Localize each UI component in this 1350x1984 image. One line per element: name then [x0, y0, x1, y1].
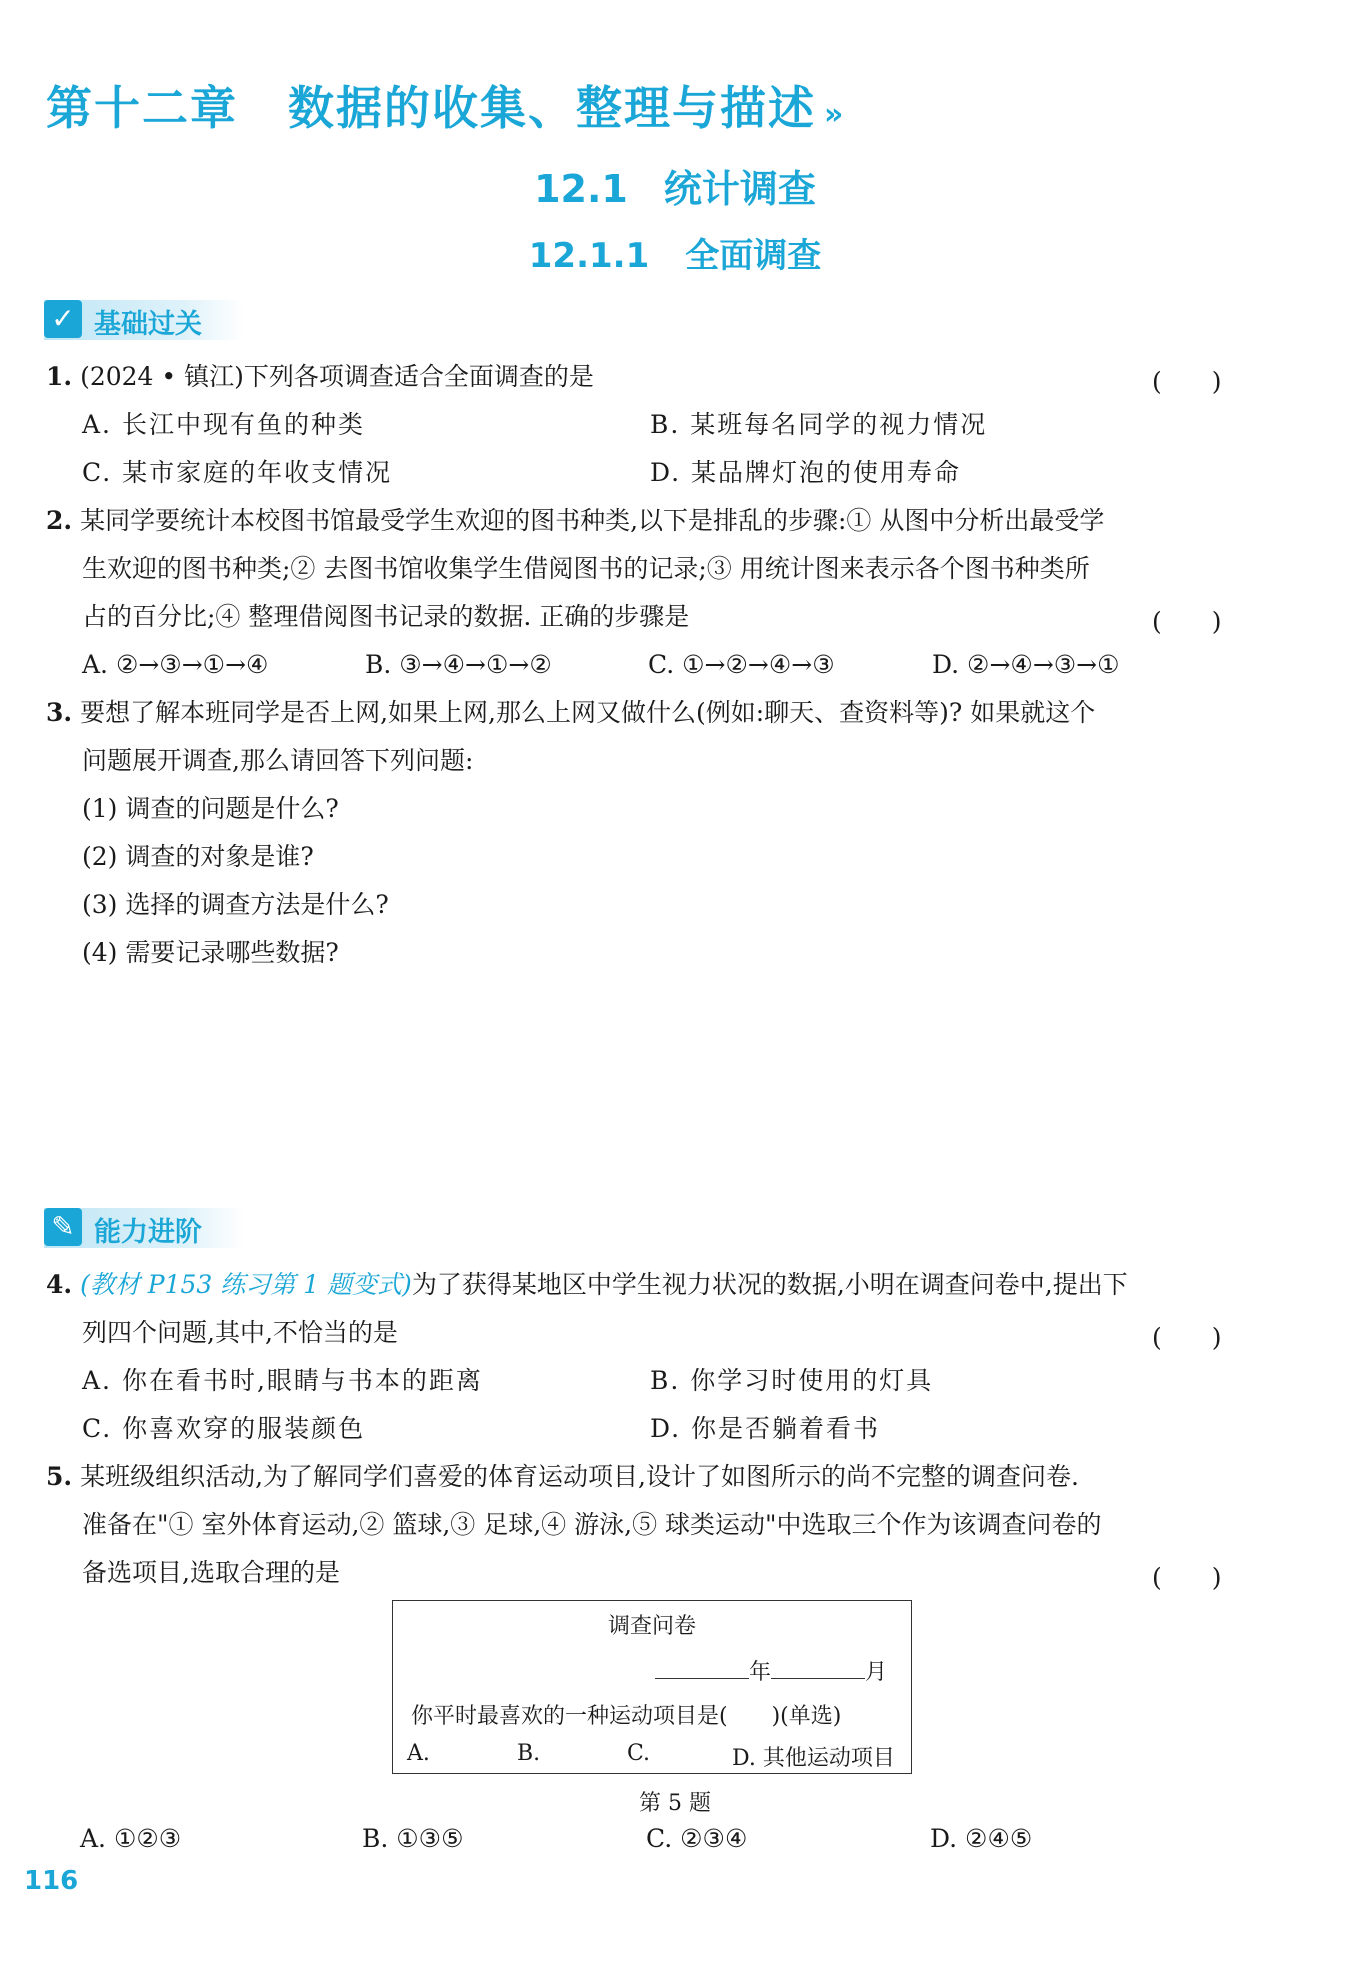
question-3-number: 3. — [46, 698, 73, 727]
section-title: 统计调查 — [663, 167, 816, 211]
figure-caption: 第 5 题 — [639, 1791, 711, 1816]
year-blank — [655, 1658, 749, 1679]
answer-blank-2: ( ) — [1152, 607, 1222, 636]
question-5-text-1: 某班级组织活动,为了解同学们喜爱的体育运动项目,设计了如图所示的尚不完整的调查问卷. — [80, 1462, 1079, 1491]
q4-option-b: B. 你学习时使用的灯具 — [650, 1366, 934, 1395]
question-4-text-1: 为了获得某地区中学生视力状况的数据,小明在调查问卷中,提出下 — [411, 1270, 1128, 1299]
question-3-text-1: 要想了解本班同学是否上网,如果上网,那么上网又做什么(例如:聊天、查资料等)? 如果就这个 — [80, 698, 1096, 727]
q2-option-d: D. ②→④→③→① — [932, 650, 1120, 679]
q4-option-d: D. 你是否躺着看书 — [650, 1414, 881, 1443]
question-5-number: 5. — [46, 1462, 73, 1491]
survey-option-a: A. — [407, 1741, 430, 1766]
question-4-number: 4. — [46, 1270, 73, 1299]
pencil-icon: ✎ — [44, 1208, 82, 1246]
q1-option-a: A. 长江中现有鱼的种类 — [82, 410, 365, 439]
q1-option-d: D. 某品牌灯泡的使用寿命 — [650, 458, 962, 487]
checkmark-icon: ✓ — [44, 300, 82, 338]
section-band-advanced — [44, 1208, 244, 1248]
section-band-basic — [44, 300, 244, 340]
section-heading — [0, 158, 1350, 213]
survey-question: 你平时最喜欢的一种运动项目是( )(单选) — [411, 1704, 842, 1729]
q5-option-b: B. ①③⑤ — [362, 1824, 464, 1853]
section-number: 12.1 — [534, 167, 628, 211]
question-1-text: (2024 • 镇江)下列各项调查适合全面调查的是 — [80, 362, 594, 391]
question-3-line-1 — [46, 696, 1095, 730]
survey-title: 调查问卷 — [607, 1614, 696, 1639]
q4-option-c: C. 你喜欢穿的服装颜色 — [82, 1414, 366, 1443]
month-blank — [771, 1658, 865, 1679]
chapter-number: 第十二章 — [46, 81, 238, 135]
survey-date — [655, 1655, 887, 1686]
question-1-number: 1. — [46, 362, 73, 391]
survey-option-c: C. — [627, 1741, 651, 1766]
q5-option-d: D. ②④⑤ — [930, 1824, 1033, 1853]
question-2-number: 2. — [46, 506, 73, 535]
page-number: 116 — [24, 1866, 79, 1896]
band-label-basic: 基础过关 — [94, 309, 202, 340]
q4-option-a: A. 你在看书时,眼睛与书本的距离 — [82, 1366, 483, 1395]
answer-blank-4: ( ) — [1152, 1323, 1222, 1352]
q2-option-a: A. ②→③→①→④ — [82, 650, 269, 679]
question-2-line-1 — [46, 504, 1104, 538]
survey-month-label: 月 — [865, 1660, 888, 1685]
survey-option-b: B. — [517, 1741, 541, 1766]
survey-year-label: 年 — [749, 1660, 772, 1685]
question-3-line-2: 问题展开调查,那么请回答下列问题: — [82, 746, 474, 775]
subsection-title: 全面调查 — [685, 236, 822, 276]
q1-option-c: C. 某市家庭的年收支情况 — [82, 458, 393, 487]
question-2-text-1: 某同学要统计本校图书馆最受学生欢迎的图书种类,以下是排乱的步骤:① 从图中分析出最受学 — [80, 506, 1105, 535]
question-5-line-3: 备选项目,选取合理的是 — [82, 1558, 340, 1587]
survey-option-d: D. 其他运动项目 — [732, 1746, 895, 1771]
q1-option-b: B. 某班每名同学的视力情况 — [650, 410, 988, 439]
answer-blank-5: ( ) — [1152, 1563, 1222, 1592]
answer-blank-1: ( ) — [1152, 367, 1222, 396]
q2-option-b: B. ③→④→①→② — [365, 650, 552, 679]
survey-form-figure — [392, 1600, 912, 1774]
question-3-part-1: (1) 调查的问题是什么? — [82, 794, 339, 823]
question-2-line-2: 生欢迎的图书种类;② 去图书馆收集学生借阅图书的记录;③ 用统计图来表示各个图书种类所 — [82, 554, 1090, 583]
question-4-line-2: 列四个问题,其中,不恰当的是 — [82, 1318, 398, 1347]
subsection-number: 12.1.1 — [528, 236, 650, 276]
question-4-line-1 — [46, 1268, 1128, 1302]
q5-option-c: C. ②③④ — [646, 1824, 748, 1853]
q5-option-a: A. ①②③ — [80, 1824, 182, 1853]
chapter-title: 数据的收集、整理与描述 — [288, 81, 816, 135]
question-3-part-3: (3) 选择的调查方法是什么? — [82, 890, 389, 919]
question-3-part-4: (4) 需要记录哪些数据? — [82, 938, 339, 967]
double-chevron-icon: » — [824, 97, 846, 132]
question-5-line-2: 准备在"① 室外体育运动,② 篮球,③ 足球,④ 游泳,⑤ 球类运动"中选取三个作为该调查问卷的 — [82, 1510, 1102, 1539]
question-4-source: (教材 P153 练习第 1 题变式) — [80, 1270, 412, 1299]
q2-option-c: C. ①→②→④→③ — [648, 650, 835, 679]
question-5-line-1 — [46, 1460, 1079, 1494]
band-label-advanced: 能力进阶 — [94, 1217, 202, 1248]
question-1-stem — [46, 360, 594, 394]
subsection-heading — [0, 228, 1350, 277]
chapter-heading — [46, 72, 845, 138]
question-2-line-3: 占的百分比;④ 整理借阅图书记录的数据. 正确的步骤是 — [82, 602, 690, 631]
question-3-part-2: (2) 调查的对象是谁? — [82, 842, 314, 871]
